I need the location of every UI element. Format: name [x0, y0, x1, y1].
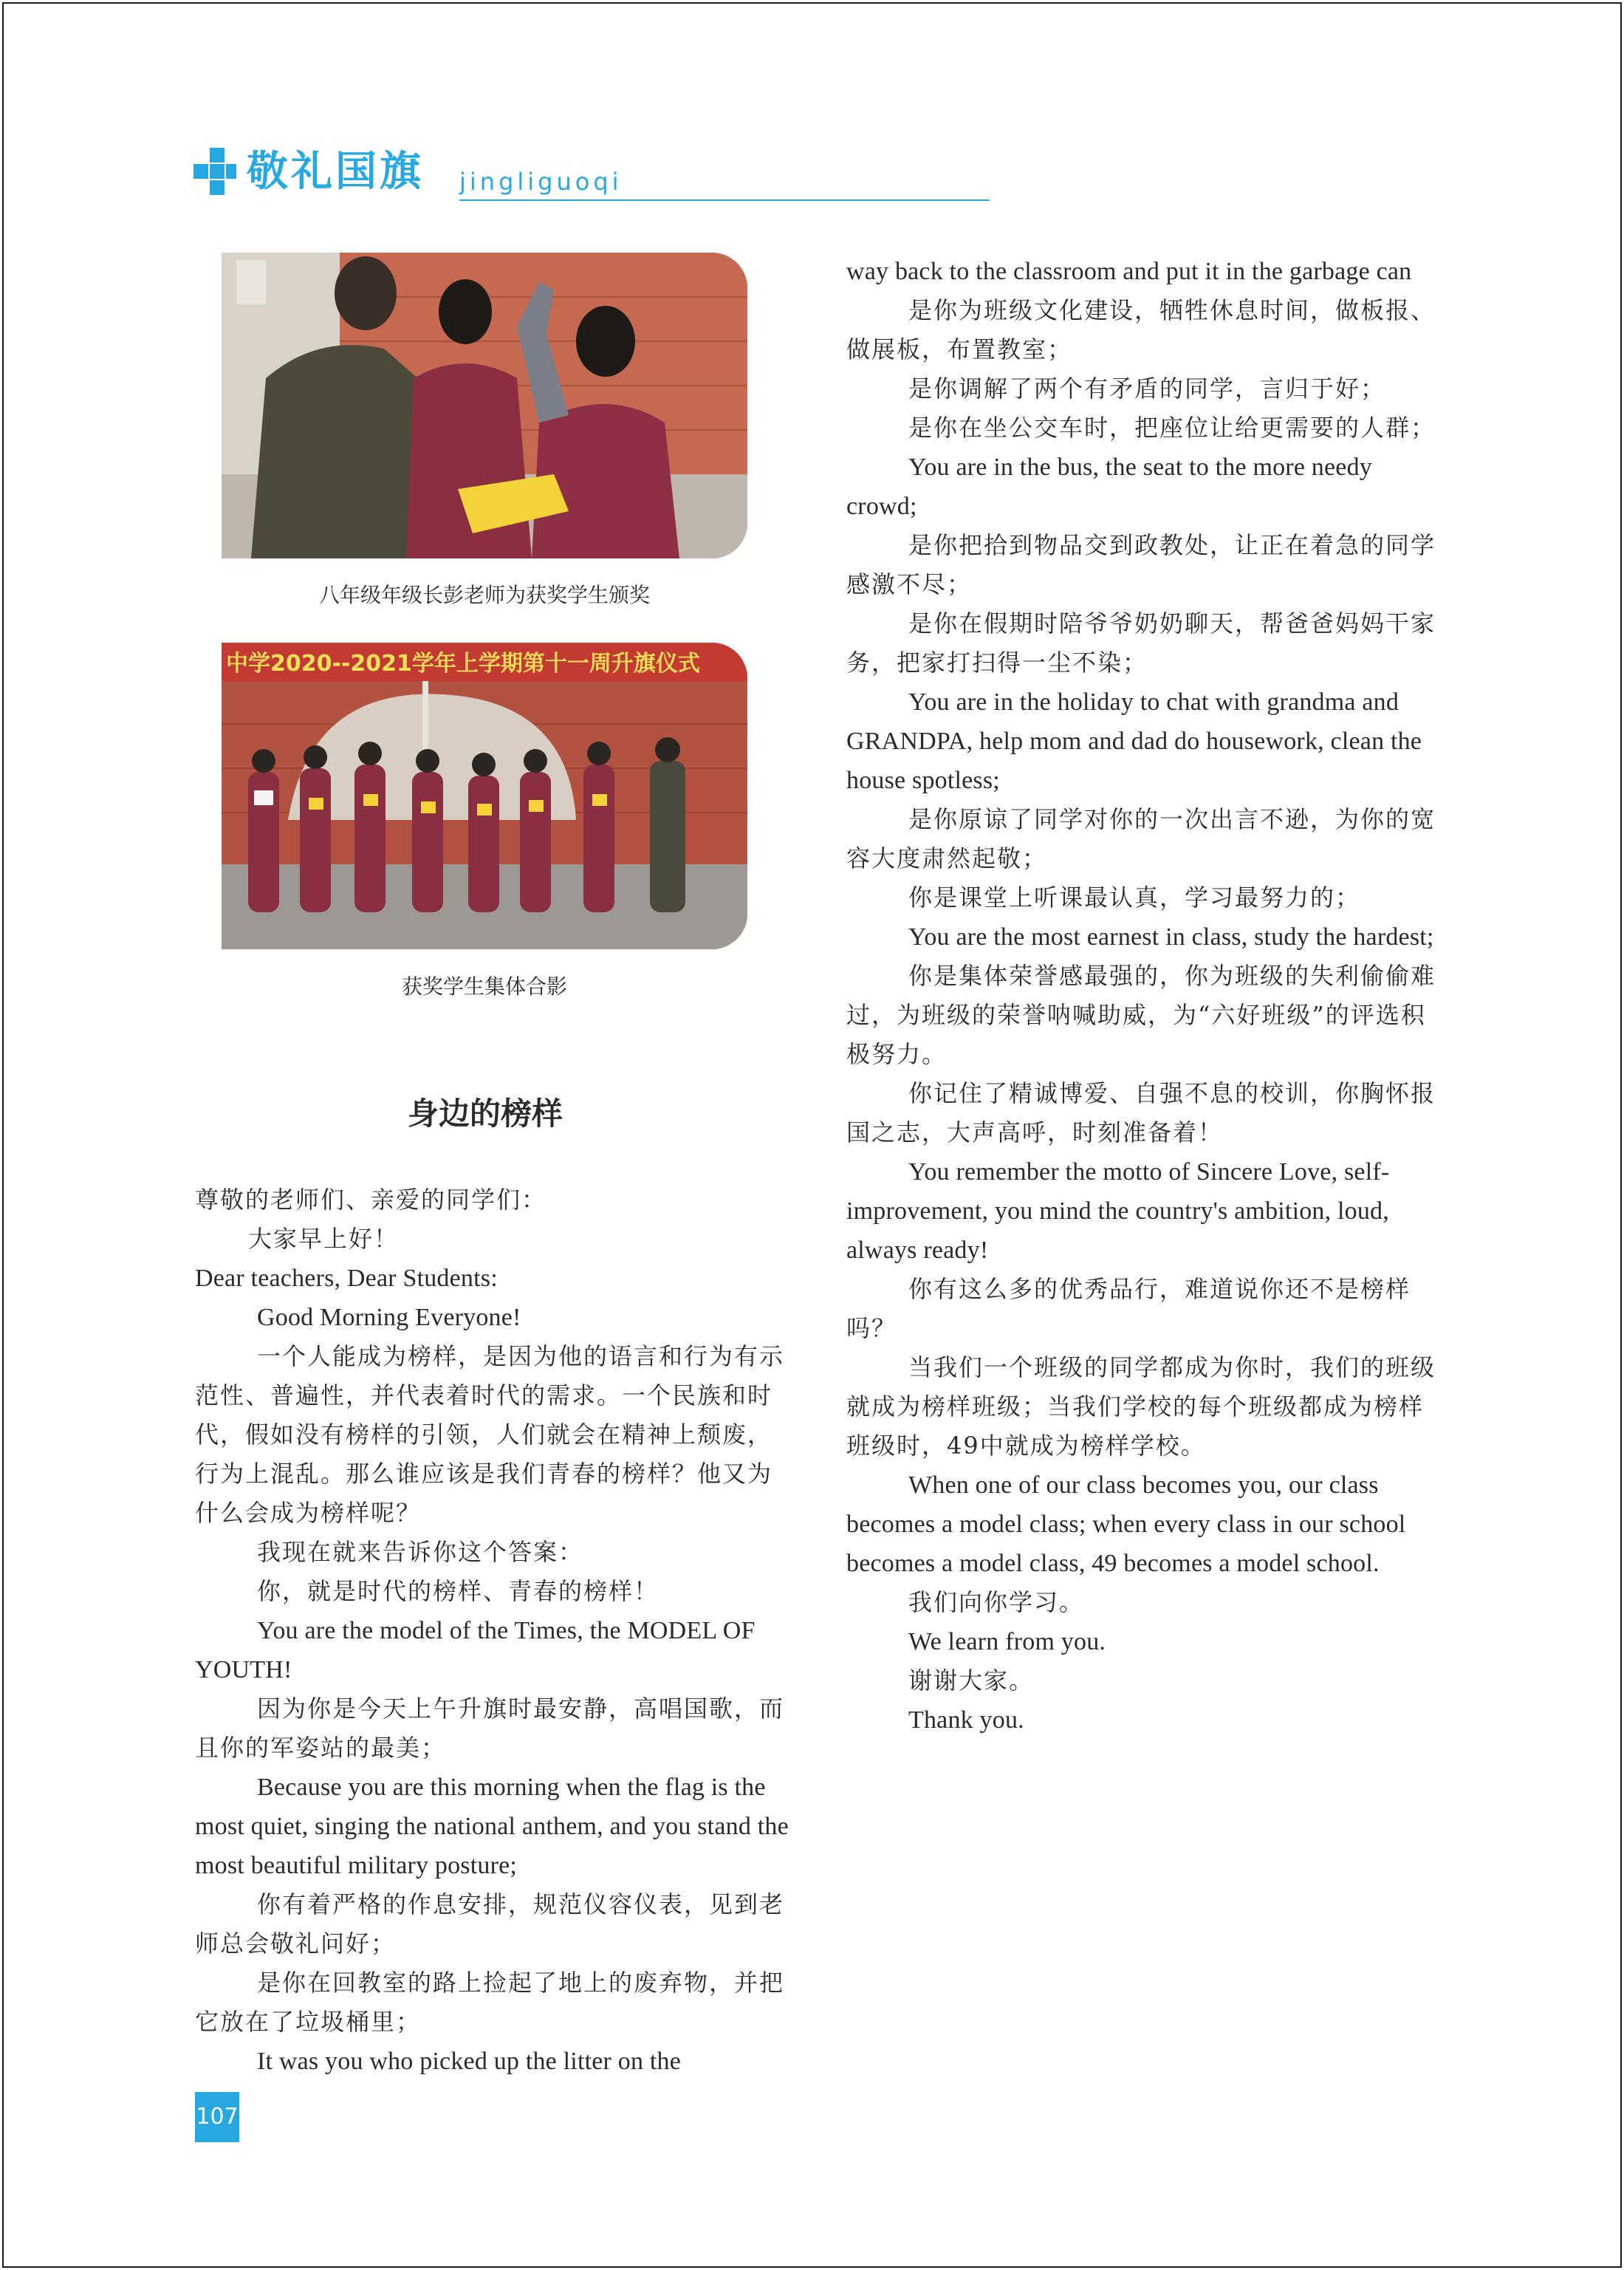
paragraph: 是你在坐公交车时，把座位让给更需要的人群； [908, 414, 1436, 442]
paragraph: 你，就是时代的榜样、青春的榜样！ [257, 1577, 659, 1605]
paragraph: 因为你是今天上午升旗时最安静，高唱国歌，而且你的军姿站的最美； [195, 1695, 785, 1762]
section-header [193, 148, 798, 205]
paragraph: 是你在假期时陪爷爷奶奶聊天，帮爸爸妈妈干家务，把家打扫得一尘不染； [846, 609, 1436, 677]
paragraph: 是你把拾到物品交到政教处，让正在着急的同学感激不尽； [846, 531, 1436, 598]
closing-en: We learn from you. [908, 1628, 1106, 1655]
banner-text: 中学2020--2021学年上学期第十一周升旗仪式 [226, 651, 700, 677]
paragraph-en: It was you who picked up the litter on the [257, 2048, 681, 2075]
article-right-column [846, 252, 1437, 1740]
header-rule [459, 199, 990, 201]
paragraph: 你有这么多的优秀品行，难道说你还不是榜样吗？ [846, 1275, 1411, 1342]
article-title: 身边的榜样 [407, 1095, 563, 1132]
closing-en: Thank you. [908, 1706, 1024, 1734]
paragraph-en: When one of our class becomes you, our class becomes a model class; when every class in our school becomes a model class, 49 becomes a model school. [846, 1471, 1406, 1577]
group-photo [222, 643, 747, 949]
paragraph: 一个人能成为榜样，是因为他的语言和行为有示范性、普遍性，并代表着时代的需求。一个民族和时代，假如没有榜样的引领，人们就会在精神上颓废，行为上混乱。那么谁应该是我们青春的榜样？他又为什么会成为榜样呢？ [195, 1342, 785, 1527]
salutation-en: Dear teachers, Dear Students: [195, 1265, 498, 1292]
greeting-en: Good Morning Everyone! [257, 1304, 521, 1331]
photo-caption-1: 八年级年级长彭老师为获奖学生颁奖 [318, 583, 650, 607]
paragraph: 你是课堂上听课最认真，学习最努力的； [908, 883, 1361, 912]
paragraph: 你有着严格的作息安排，规范仪容仪表，见到老师总会敬礼问好； [195, 1890, 785, 1958]
paragraph: 是你为班级文化建设，牺牲休息时间，做板报、做展板，布置教室； [846, 296, 1436, 363]
paragraph-en: You are in the holiday to chat with grandma and GRANDPA, help mom and dad do housework, clean the house spotless; [846, 688, 1422, 794]
article-left-column [195, 1180, 793, 2081]
paragraph-en: You are the most earnest in class, study the hardest; [908, 923, 1434, 951]
salutation: 尊敬的老师们、亲爱的同学们： [195, 1186, 547, 1214]
paragraph: 你记住了精诚博爱、自强不息的校训，你胸怀报国之志，大声高呼，时刻准备着！ [846, 1079, 1436, 1146]
paragraph-en: You remember the motto of Sincere Love, self-improvement, you mind the country's ambition, loud, always ready! [846, 1158, 1390, 1264]
paragraph: 是你调解了两个有矛盾的同学，言归于好； [908, 375, 1386, 403]
paragraph-en: Because you are this morning when the flag is the most quiet, singing the national anthem, and you stand the most beautiful military posture; [195, 1774, 789, 1879]
section-pinyin: jingliguoqi [459, 168, 623, 196]
paragraph-en: You are in the bus, the seat to the more needy crowd; [846, 454, 1372, 520]
greeting: 大家早上好！ [248, 1225, 400, 1253]
closing: 我们向你学习。 [908, 1588, 1085, 1616]
closing: 谢谢大家。 [908, 1666, 1035, 1695]
paragraph-en: way back to the classroom and put it in the garbage can [846, 258, 1412, 285]
paragraph: 你是集体荣誉感最强的，你为班级的失利偷偷难过，为班级的荣誉呐喊助威，为“六好班级”的评选积极努力。 [846, 962, 1436, 1068]
paragraph: 当我们一个班级的同学都成为你时，我们的班级就成为榜样班级；当我们学校的每个班级都成为榜样班级时，49中就成为榜样学校。 [846, 1353, 1436, 1460]
award-photo [222, 253, 747, 558]
page-number: 107 [195, 2092, 239, 2142]
paragraph: 是你原谅了同学对你的一次出言不逊，为你的宽容大度肃然起敬； [846, 805, 1436, 872]
photo-caption-2: 获奖学生集体合影 [401, 974, 567, 999]
paragraph-en: You are the model of the Times, the MODEL OF YOUTH! [195, 1617, 756, 1683]
cross-logo-icon [193, 148, 235, 201]
paragraph: 我现在就来告诉你这个答案： [257, 1538, 584, 1566]
paragraph: 是你在回教室的路上捡起了地上的废弃物，并把它放在了垃圾桶里； [195, 1969, 785, 2036]
section-title: 敬礼国旗 [247, 148, 424, 196]
